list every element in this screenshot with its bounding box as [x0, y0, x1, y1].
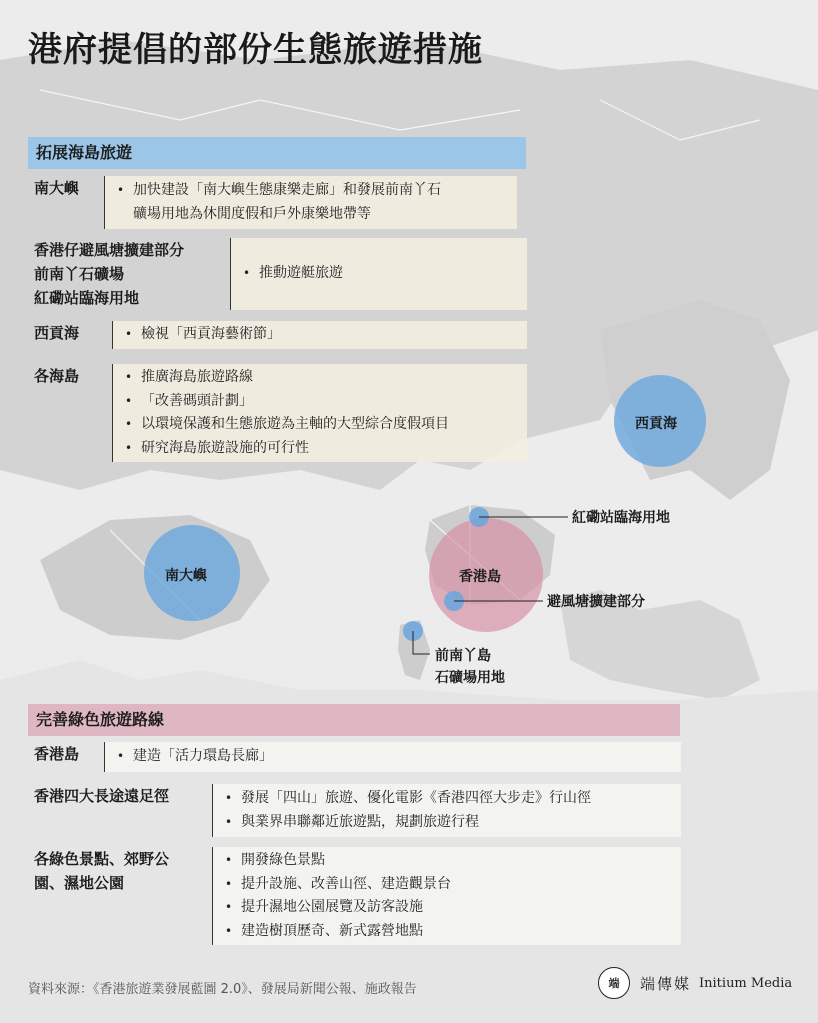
list-item: • 建造樹頂歷奇、新式露營地點: [225, 920, 681, 944]
row-items: [112, 364, 527, 462]
source-note: 資料來源：《香港旅遊業發展藍圖 2.0》、發展局新聞公報、施政報告: [28, 982, 417, 997]
list-item: • 加快建設「南大嶼生態康樂走廊」和發展前南丫石 礦場用地為休閒度假和戶外康樂地帶等: [117, 179, 517, 226]
row-sai-kung: [28, 321, 527, 349]
list-item: • 發展「四山」旅遊、優化電影《香港四徑大步走》行山徑: [225, 787, 681, 811]
list-item: • 推動遊艇旅遊: [243, 262, 343, 286]
list-item: • 「改善碼頭計劃」: [125, 390, 527, 414]
row-items: [112, 321, 527, 349]
list-item: • 研究海島旅遊設施的可行性: [125, 437, 527, 461]
row-items: [104, 742, 681, 772]
row-islands: [28, 364, 527, 462]
callout-lamma: 前南丫島 石礦場用地: [435, 648, 505, 686]
row-items: [230, 238, 527, 310]
row-items: [212, 784, 681, 837]
row-yacht-sites: [28, 238, 527, 310]
row-place: 南大嶼: [34, 179, 80, 197]
row-hk-island: [28, 742, 681, 772]
row-trails: [28, 784, 681, 837]
logo-mark-icon: 端: [598, 967, 630, 999]
list-item: • 與業界串聯鄰近旅遊點，規劃旅遊行程: [225, 811, 681, 835]
section-header-green: 完善綠色旅遊路線: [28, 704, 680, 736]
callout-hung-hom: 紅磡站臨海用地: [572, 510, 670, 526]
callout-typhoon-shelter: 避風塘擴建部分: [547, 594, 645, 610]
logo-en-text: Initium Media: [699, 975, 793, 991]
initium-logo: [598, 967, 792, 999]
row-items: [104, 176, 517, 229]
list-item: • 提升濕地公園展覽及訪客設施: [225, 896, 681, 920]
map-label-south-lantau: 南大嶼: [165, 568, 207, 584]
list-item: • 建造「活力環島長廊」: [117, 745, 681, 769]
list-item: • 以環境保護和生態旅遊為主軸的大型綜合度假項目: [125, 413, 527, 437]
row-south-lantau: [28, 176, 517, 229]
list-item: • 檢視「西貢海藝術節」: [125, 323, 527, 347]
list-item: • 開發綠色景點: [225, 849, 681, 873]
list-item: • 推廣海島旅遊路線: [125, 366, 527, 390]
map-label-hk-island: 香港島: [459, 569, 501, 585]
row-place: 西貢海: [34, 324, 80, 342]
map-label-sai-kung: 西貢海: [635, 416, 677, 432]
row-place: 各海島: [34, 367, 80, 385]
page-title: 港府提倡的部份生態旅遊措施: [28, 30, 483, 70]
row-green-spots: [28, 847, 681, 945]
list-item: • 提升設施、改善山徑、建造觀景台: [225, 873, 681, 897]
row-place: 香港島: [34, 745, 80, 763]
row-items: [212, 847, 681, 945]
section-header-islands: 拓展海島旅遊: [28, 137, 526, 169]
row-place: 香港仔避風塘擴建部分 前南丫石礦場 紅磡站臨海用地: [34, 241, 185, 307]
row-place: 各綠色景點、郊野公 園、濕地公園: [34, 850, 170, 892]
logo-cn-text: 端傳媒: [640, 974, 692, 993]
row-place: 香港四大長途遠足徑: [34, 787, 170, 805]
